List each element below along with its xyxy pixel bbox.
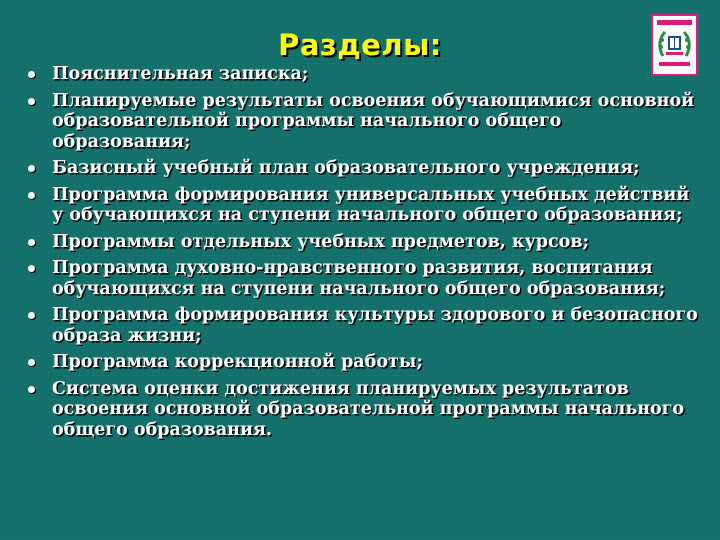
bullet-icon <box>28 98 35 105</box>
list-item <box>28 379 698 441</box>
list-item <box>28 352 698 373</box>
list-item <box>28 185 698 226</box>
list-item-text: Программа формирования универсальных учебных действий у обучающихся на ступени начального общего образования; <box>52 184 690 225</box>
list-item-text: Программа коррекционной работы; <box>52 352 423 372</box>
bullet-icon <box>28 386 35 393</box>
list-item <box>28 232 698 253</box>
list-item <box>28 305 698 346</box>
list-item-text: Пояснительная записка; <box>52 64 309 84</box>
list-item-text: Программа духовно-нравственного развития, воспитания обучающихся на ступени начального общего образования; <box>52 258 666 299</box>
list-item <box>28 258 698 299</box>
bullet-icon <box>28 71 35 78</box>
list-item <box>28 64 698 85</box>
bullet-icon <box>28 165 35 172</box>
list-item-text: Базисный учебный план образовательного учреждения; <box>52 158 640 178</box>
list-item <box>28 158 698 179</box>
bullet-icon <box>28 192 35 199</box>
bullet-icon <box>28 312 35 319</box>
slide-title: Разделы: <box>278 28 442 62</box>
list-item-text: Программы отдельных учебных предметов, курсов; <box>52 231 589 252</box>
list-item <box>28 91 698 153</box>
bullet-icon <box>28 265 35 272</box>
list-item-text: Программа формирования культуры здорового и безопасного образа жизни; <box>52 305 698 346</box>
bullet-icon <box>28 359 35 366</box>
bullet-icon <box>28 239 35 246</box>
list-item-text: Система оценки достижения планируемых результатов освоения основной образовательной программы начального общего образования. <box>52 378 685 440</box>
list-item-text: Планируемые результаты освоения обучающимися основной образовательной программы начального общего образования; <box>52 90 695 152</box>
sections-list <box>28 64 698 446</box>
